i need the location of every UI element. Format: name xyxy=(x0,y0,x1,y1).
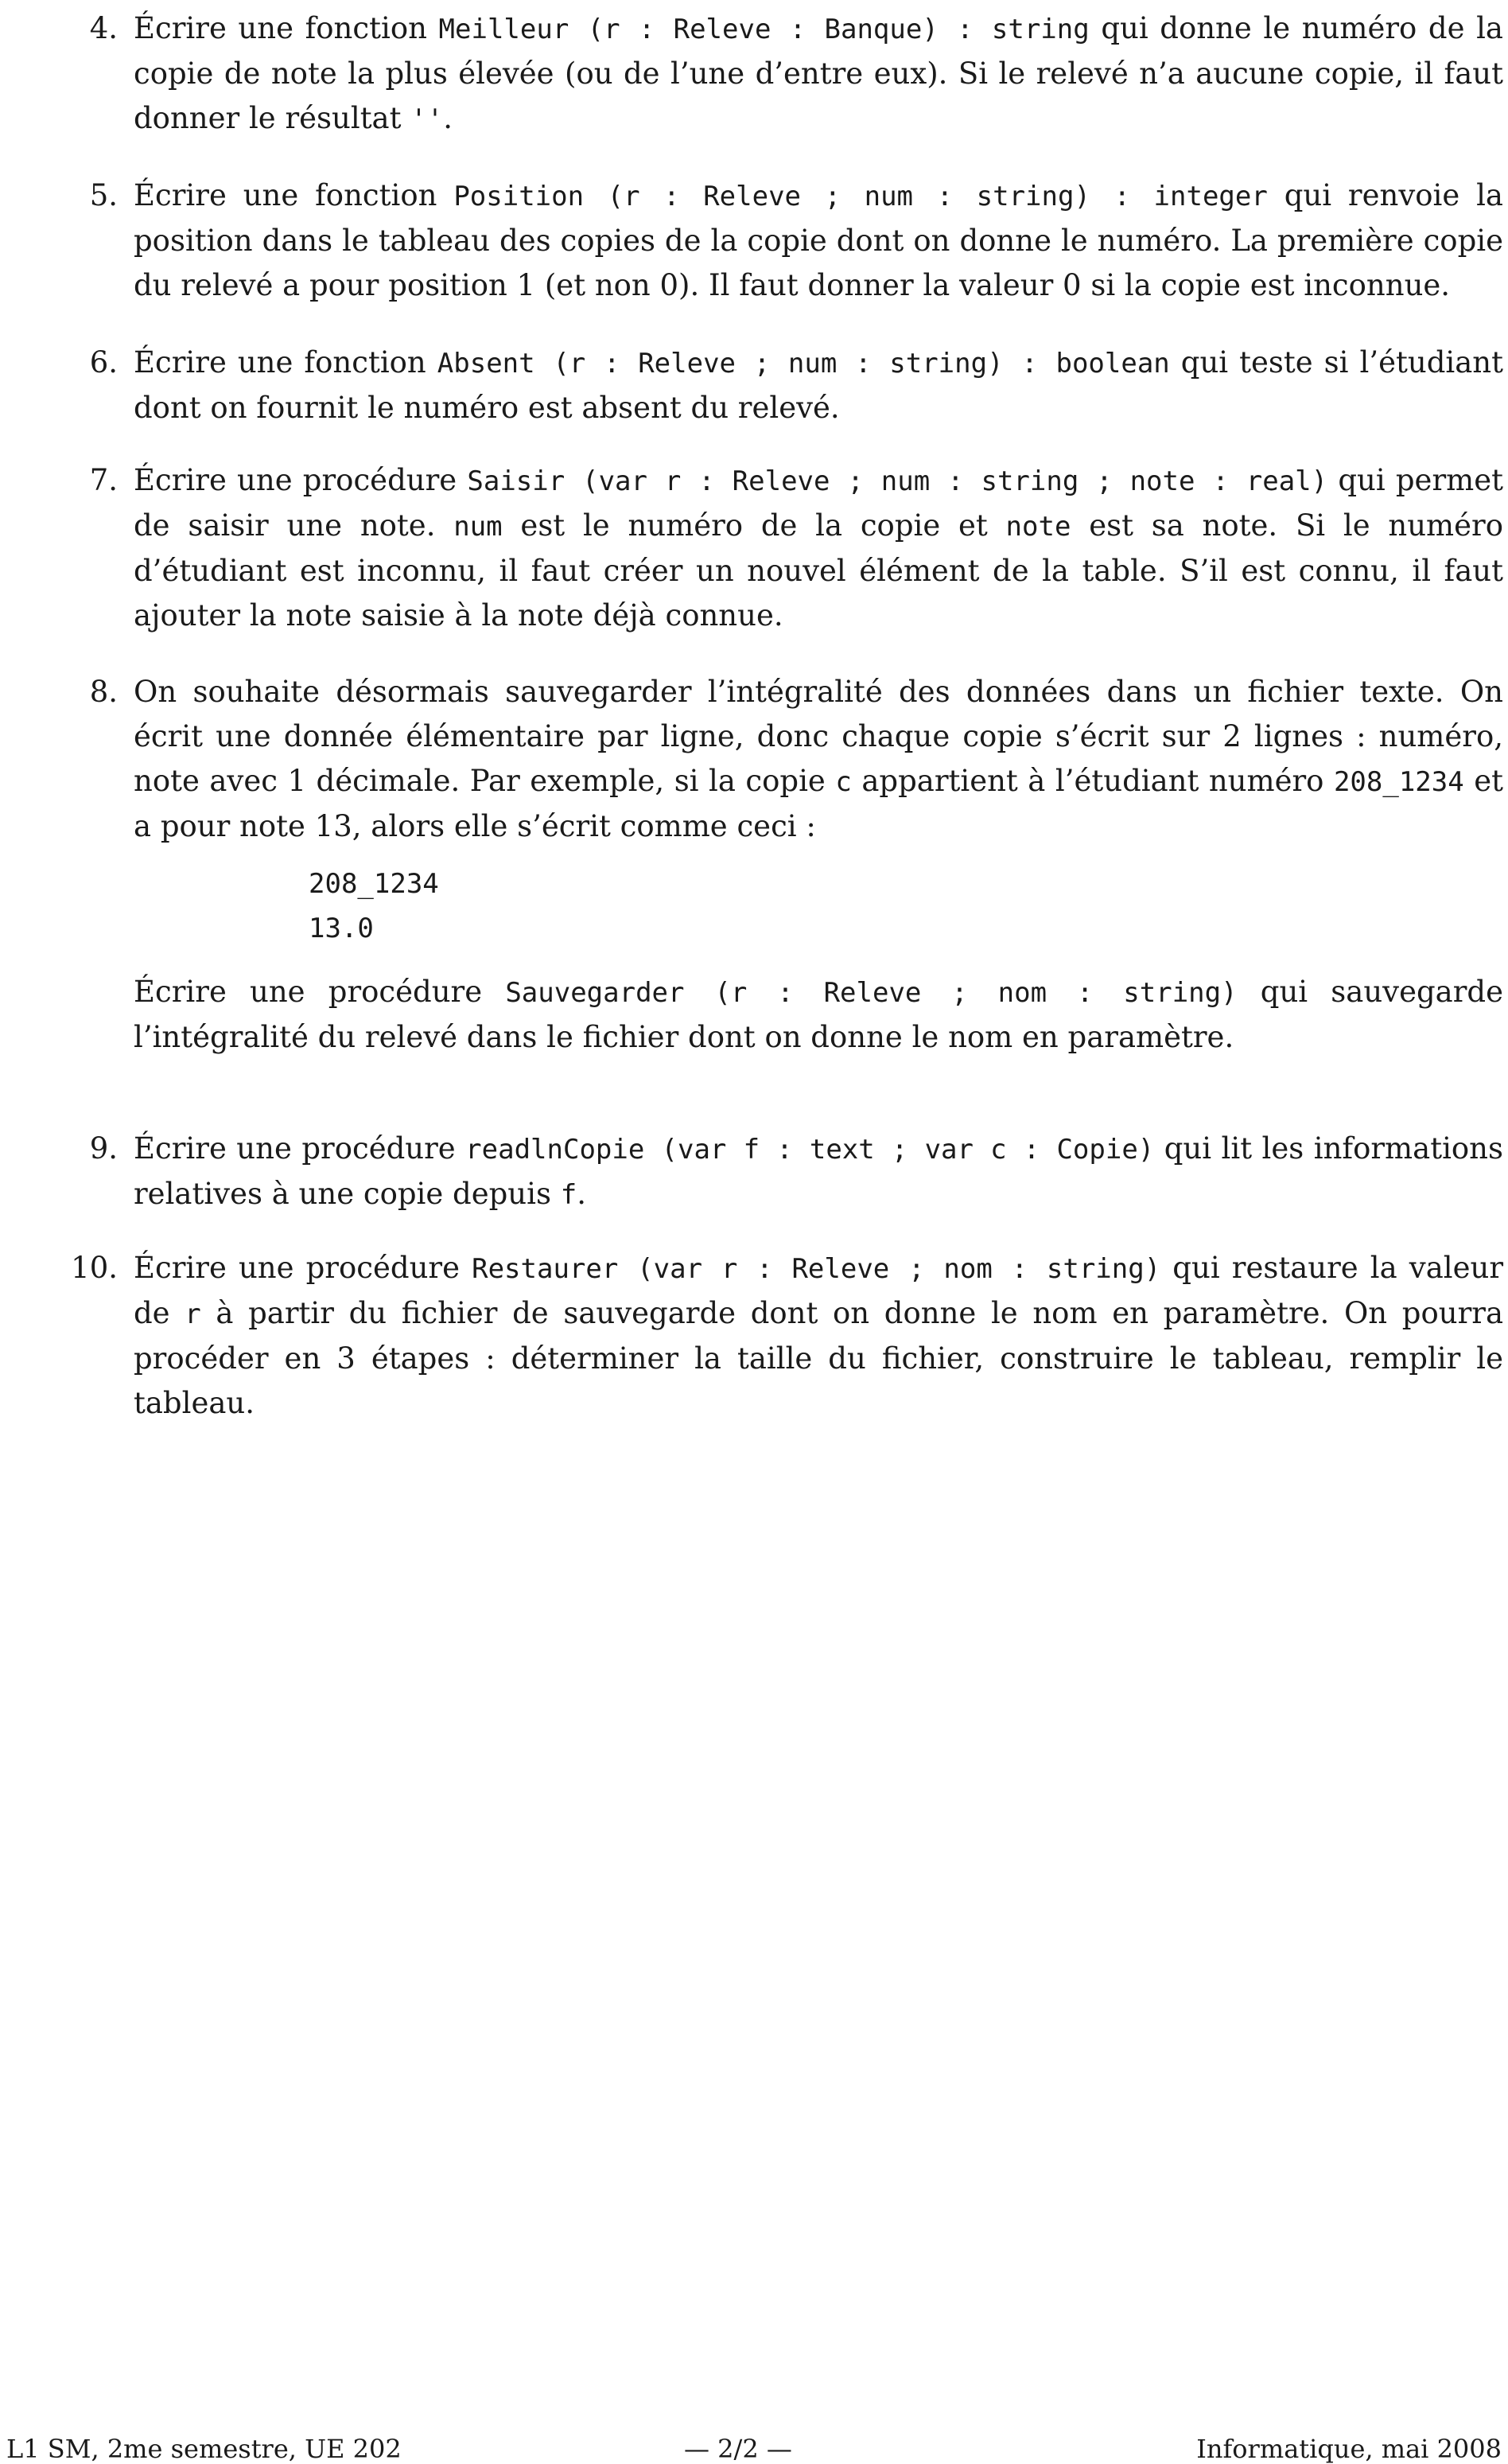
text-segment: qui restaure la valeur de xyxy=(134,1251,1504,1330)
question-number: 9. xyxy=(89,1131,118,1166)
question-number: 7. xyxy=(89,463,118,497)
code-identifier: num xyxy=(453,511,503,543)
question-10 xyxy=(64,1246,1503,1426)
question-5 xyxy=(64,173,1503,308)
question-text xyxy=(134,173,1503,308)
text-segment: qui donne le numéro de la copie de note la plus élevée (ou de l’une d’entre eux). Si le relevé n’a aucune copie, il faut donner le résultat xyxy=(134,11,1503,135)
question-4 xyxy=(64,6,1503,142)
text-segment: à partir du fichier de sauvegarde dont on donne le nom en paramètre. On pourra procéder en 3 étapes : déterminer la taille du fichier, construire le tableau, remplir le tableau. xyxy=(134,1296,1503,1420)
text-segment: qui teste si l’étudiant dont on fournit le numéro est absent du relevé. xyxy=(134,345,1503,425)
code-identifier: r xyxy=(185,1298,201,1330)
example-line: 208_1234 xyxy=(309,868,439,900)
question-text xyxy=(134,6,1503,142)
footer-course: L1 SM, 2me semestre, UE 202 xyxy=(6,2434,402,2464)
code-signature: Restaurer (var r : Releve ; nom : string) xyxy=(472,1253,1161,1285)
text-segment: est sa note. Si le numéro d’étudiant est inconnu, il faut créer un nouvel élément de la table. S’il est connu, il faut ajouter la note saisie à la note déjà connue. xyxy=(134,508,1503,633)
code-identifier: 208_1234 xyxy=(1333,766,1464,798)
code-signature: Absent (r : Releve ; num : string) : boolean xyxy=(437,348,1170,380)
code-signature: readlnCopie (var f : text ; var c : Copie) xyxy=(465,1134,1155,1166)
code-signature: Saisir (var r : Releve ; num : string ; note : real) xyxy=(467,465,1328,497)
footer-page-number: — 2/2 — xyxy=(684,2434,792,2464)
footer-subject-date: Informatique, mai 2008 xyxy=(1196,2434,1502,2464)
example-line: 13.0 xyxy=(309,913,374,944)
text-segment: On souhaite désormais sauvegarder l’intégralité des données dans un fichier texte. On écrit une donnée élémentaire par ligne, donc chaque copie s’écrit sur 2 lignes : numéro, note avec 1 décimale. Par exemple, si la copie xyxy=(134,675,1503,798)
question-text-continued xyxy=(134,970,1503,1060)
text-segment: qui sauvegarde l’intégralité du relevé dans le fichier dont on donne le nom en paramètre. xyxy=(134,975,1503,1054)
code-signature: Meilleur (r : Releve : Banque) : string xyxy=(438,14,1090,45)
question-7 xyxy=(64,458,1503,638)
code-identifier: note xyxy=(1005,511,1071,543)
text-segment: Écrire une procédure xyxy=(134,1131,466,1166)
text-segment: Écrire une procédure xyxy=(134,975,506,1009)
text-segment: Écrire une fonction xyxy=(134,345,437,380)
question-number: 4. xyxy=(89,11,118,45)
text-segment: Écrire une procédure xyxy=(134,463,468,497)
text-segment: qui permet de saisir une note. xyxy=(134,463,1503,543)
text-segment: qui lit les informations relatives à une copie depuis xyxy=(134,1131,1503,1211)
text-segment: qui renvoie la position dans le tableau des copies de la copie dont on donne le numéro. La première copie du relevé a pour position 1 (et non 0). Il faut donner la valeur 0 si la copie est inconnue. xyxy=(134,178,1503,302)
code-signature: Sauvegarder (r : Releve ; nom : string) xyxy=(505,977,1238,1009)
text-segment: . xyxy=(443,101,453,135)
text-segment: Écrire une fonction xyxy=(134,11,439,45)
question-text xyxy=(134,670,1503,1060)
question-number: 6. xyxy=(89,345,118,380)
text-segment: Écrire une fonction xyxy=(134,178,454,212)
code-identifier: c xyxy=(835,766,852,798)
code-literal: '' xyxy=(410,103,444,135)
text-segment: . xyxy=(577,1177,586,1211)
question-text xyxy=(134,1127,1503,1217)
code-identifier: f xyxy=(560,1179,577,1211)
code-signature: Position (r : Releve ; num : string) : integer xyxy=(453,181,1268,212)
question-9 xyxy=(64,1127,1503,1217)
question-8 xyxy=(64,670,1503,1060)
question-6 xyxy=(64,341,1503,430)
text-segment: Écrire une procédure xyxy=(134,1251,472,1285)
question-number: 8. xyxy=(89,675,118,709)
question-number: 10. xyxy=(71,1251,118,1285)
question-text xyxy=(134,1246,1503,1426)
text-segment: appartient à l’étudiant numéro xyxy=(851,764,1334,798)
text-segment: et a pour note 13, alors elle s’écrit comme ceci : xyxy=(134,764,1503,843)
question-text xyxy=(134,458,1503,638)
text-segment: est le numéro de la copie et xyxy=(502,508,1006,543)
question-text xyxy=(134,341,1503,430)
page-footer xyxy=(0,2435,1508,2463)
file-example xyxy=(309,862,1503,951)
question-number: 5. xyxy=(89,178,118,212)
